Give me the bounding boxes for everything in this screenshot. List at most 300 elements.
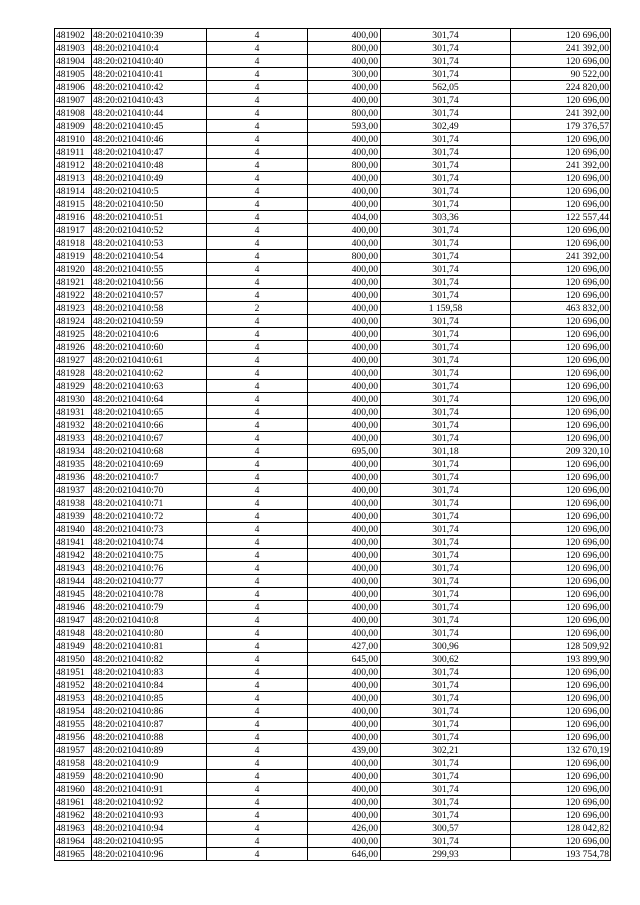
specific-value-cell: 301,74 bbox=[381, 315, 511, 328]
area-cell: 400,00 bbox=[308, 302, 381, 315]
cadastral-value-cell: 120 696,00 bbox=[511, 185, 611, 198]
area-cell: 400,00 bbox=[308, 835, 381, 848]
cadastral-number-cell: 48:20:0210410:96 bbox=[92, 848, 207, 861]
cadastral-value-cell: 120 696,00 bbox=[511, 692, 611, 705]
table-row bbox=[55, 172, 611, 185]
group-cell: 4 bbox=[207, 237, 308, 250]
area-cell: 400,00 bbox=[308, 588, 381, 601]
cadastral-value-cell: 128 042,82 bbox=[511, 822, 611, 835]
row-number-cell: 481909 bbox=[55, 120, 92, 133]
specific-value-cell: 302,49 bbox=[381, 120, 511, 133]
cadastral-number-cell: 48:20:0210410:47 bbox=[92, 146, 207, 159]
cadastral-value-cell: 90 522,00 bbox=[511, 68, 611, 81]
cadastral-number-cell: 48:20:0210410:76 bbox=[92, 562, 207, 575]
row-number-cell: 481933 bbox=[55, 432, 92, 445]
area-cell: 400,00 bbox=[308, 601, 381, 614]
specific-value-cell: 301,74 bbox=[381, 380, 511, 393]
row-number-cell: 481952 bbox=[55, 679, 92, 692]
cadastral-value-cell: 120 696,00 bbox=[511, 562, 611, 575]
specific-value-cell: 301,74 bbox=[381, 133, 511, 146]
group-cell: 4 bbox=[207, 575, 308, 588]
cadastral-value-cell: 120 696,00 bbox=[511, 523, 611, 536]
table-row bbox=[55, 770, 611, 783]
cadastral-value-cell: 120 696,00 bbox=[511, 289, 611, 302]
cadastral-number-cell: 48:20:0210410:50 bbox=[92, 198, 207, 211]
area-cell: 400,00 bbox=[308, 237, 381, 250]
cadastral-number-cell: 48:20:0210410:84 bbox=[92, 679, 207, 692]
specific-value-cell: 301,74 bbox=[381, 29, 511, 42]
specific-value-cell: 301,74 bbox=[381, 549, 511, 562]
cadastral-number-cell: 48:20:0210410:91 bbox=[92, 783, 207, 796]
cadastral-value-cell: 120 696,00 bbox=[511, 796, 611, 809]
cadastral-value-cell: 120 696,00 bbox=[511, 835, 611, 848]
row-number-cell: 481961 bbox=[55, 796, 92, 809]
group-cell: 4 bbox=[207, 367, 308, 380]
area-cell: 400,00 bbox=[308, 198, 381, 211]
table-row bbox=[55, 445, 611, 458]
area-cell: 593,00 bbox=[308, 120, 381, 133]
group-cell: 4 bbox=[207, 809, 308, 822]
table-row bbox=[55, 68, 611, 81]
specific-value-cell: 301,74 bbox=[381, 588, 511, 601]
cadastral-number-cell: 48:20:0210410:79 bbox=[92, 601, 207, 614]
group-cell: 4 bbox=[207, 328, 308, 341]
area-cell: 800,00 bbox=[308, 250, 381, 263]
table-row bbox=[55, 328, 611, 341]
row-number-cell: 481940 bbox=[55, 523, 92, 536]
cadastral-number-cell: 48:20:0210410:93 bbox=[92, 809, 207, 822]
row-number-cell: 481956 bbox=[55, 731, 92, 744]
cadastral-value-cell: 120 696,00 bbox=[511, 94, 611, 107]
area-cell: 400,00 bbox=[308, 289, 381, 302]
specific-value-cell: 562,05 bbox=[381, 81, 511, 94]
cadastral-number-cell: 48:20:0210410:85 bbox=[92, 692, 207, 705]
area-cell: 400,00 bbox=[308, 432, 381, 445]
row-number-cell: 481918 bbox=[55, 237, 92, 250]
specific-value-cell: 301,74 bbox=[381, 835, 511, 848]
cadastral-value-cell: 120 696,00 bbox=[511, 601, 611, 614]
area-cell: 800,00 bbox=[308, 107, 381, 120]
row-number-cell: 481907 bbox=[55, 94, 92, 107]
specific-value-cell: 301,74 bbox=[381, 770, 511, 783]
cadastral-value-cell: 120 696,00 bbox=[511, 393, 611, 406]
specific-value-cell: 301,74 bbox=[381, 666, 511, 679]
cadastral-number-cell: 48:20:0210410:61 bbox=[92, 354, 207, 367]
specific-value-cell: 301,74 bbox=[381, 458, 511, 471]
cadastral-value-cell: 128 509,92 bbox=[511, 640, 611, 653]
table-row bbox=[55, 276, 611, 289]
row-number-cell: 481948 bbox=[55, 627, 92, 640]
area-cell: 400,00 bbox=[308, 718, 381, 731]
area-cell: 400,00 bbox=[308, 783, 381, 796]
cadastral-number-cell: 48:20:0210410:94 bbox=[92, 822, 207, 835]
cadastral-number-cell: 48:20:0210410:86 bbox=[92, 705, 207, 718]
group-cell: 4 bbox=[207, 445, 308, 458]
table-row bbox=[55, 627, 611, 640]
specific-value-cell: 301,74 bbox=[381, 627, 511, 640]
row-number-cell: 481930 bbox=[55, 393, 92, 406]
specific-value-cell: 301,74 bbox=[381, 809, 511, 822]
group-cell: 4 bbox=[207, 601, 308, 614]
table-row bbox=[55, 679, 611, 692]
specific-value-cell: 301,74 bbox=[381, 159, 511, 172]
row-number-cell: 481922 bbox=[55, 289, 92, 302]
cadastral-number-cell: 48:20:0210410:52 bbox=[92, 224, 207, 237]
cadastral-value-cell: 120 696,00 bbox=[511, 471, 611, 484]
cadastral-value-cell: 120 696,00 bbox=[511, 510, 611, 523]
specific-value-cell: 301,74 bbox=[381, 341, 511, 354]
row-number-cell: 481905 bbox=[55, 68, 92, 81]
table-row bbox=[55, 432, 611, 445]
cadastral-value-cell: 120 696,00 bbox=[511, 55, 611, 68]
specific-value-cell: 301,74 bbox=[381, 263, 511, 276]
row-number-cell: 481946 bbox=[55, 601, 92, 614]
group-cell: 4 bbox=[207, 276, 308, 289]
cadastral-value-cell: 120 696,00 bbox=[511, 549, 611, 562]
table-row bbox=[55, 562, 611, 575]
area-cell: 646,00 bbox=[308, 848, 381, 861]
table-row bbox=[55, 367, 611, 380]
cadastral-number-cell: 48:20:0210410:72 bbox=[92, 510, 207, 523]
area-cell: 400,00 bbox=[308, 393, 381, 406]
group-cell: 4 bbox=[207, 614, 308, 627]
table-row bbox=[55, 835, 611, 848]
row-number-cell: 481911 bbox=[55, 146, 92, 159]
cadastral-value-cell: 120 696,00 bbox=[511, 809, 611, 822]
specific-value-cell: 301,74 bbox=[381, 289, 511, 302]
table-row bbox=[55, 107, 611, 120]
table-row bbox=[55, 497, 611, 510]
cadastral-number-cell: 48:20:0210410:81 bbox=[92, 640, 207, 653]
specific-value-cell: 301,74 bbox=[381, 146, 511, 159]
row-number-cell: 481932 bbox=[55, 419, 92, 432]
specific-value-cell: 301,74 bbox=[381, 42, 511, 55]
row-number-cell: 481939 bbox=[55, 510, 92, 523]
table-row bbox=[55, 471, 611, 484]
area-cell: 400,00 bbox=[308, 614, 381, 627]
specific-value-cell: 302,21 bbox=[381, 744, 511, 757]
cadastral-number-cell: 48:20:0210410:88 bbox=[92, 731, 207, 744]
cadastral-number-cell: 48:20:0210410:49 bbox=[92, 172, 207, 185]
cadastral-value-cell: 120 696,00 bbox=[511, 731, 611, 744]
group-cell: 4 bbox=[207, 393, 308, 406]
group-cell: 4 bbox=[207, 666, 308, 679]
row-number-cell: 481935 bbox=[55, 458, 92, 471]
area-cell: 400,00 bbox=[308, 549, 381, 562]
specific-value-cell: 301,74 bbox=[381, 783, 511, 796]
table-row bbox=[55, 224, 611, 237]
area-cell: 400,00 bbox=[308, 29, 381, 42]
group-cell: 4 bbox=[207, 510, 308, 523]
specific-value-cell: 301,74 bbox=[381, 406, 511, 419]
area-cell: 400,00 bbox=[308, 562, 381, 575]
cadastral-value-cell: 120 696,00 bbox=[511, 614, 611, 627]
area-cell: 400,00 bbox=[308, 796, 381, 809]
cadastral-value-cell: 120 696,00 bbox=[511, 770, 611, 783]
area-cell: 400,00 bbox=[308, 666, 381, 679]
cadastral-number-cell: 48:20:0210410:60 bbox=[92, 341, 207, 354]
area-cell: 400,00 bbox=[308, 692, 381, 705]
area-cell: 404,00 bbox=[308, 211, 381, 224]
specific-value-cell: 301,74 bbox=[381, 471, 511, 484]
table-row bbox=[55, 250, 611, 263]
row-number-cell: 481903 bbox=[55, 42, 92, 55]
group-cell: 4 bbox=[207, 796, 308, 809]
group-cell: 4 bbox=[207, 419, 308, 432]
area-cell: 400,00 bbox=[308, 536, 381, 549]
specific-value-cell: 301,74 bbox=[381, 185, 511, 198]
area-cell: 400,00 bbox=[308, 55, 381, 68]
specific-value-cell: 301,74 bbox=[381, 705, 511, 718]
group-cell: 4 bbox=[207, 770, 308, 783]
specific-value-cell: 301,74 bbox=[381, 497, 511, 510]
cadastral-number-cell: 48:20:0210410:6 bbox=[92, 328, 207, 341]
cadastral-number-cell: 48:20:0210410:89 bbox=[92, 744, 207, 757]
group-cell: 4 bbox=[207, 679, 308, 692]
row-number-cell: 481941 bbox=[55, 536, 92, 549]
cadastral-number-cell: 48:20:0210410:9 bbox=[92, 757, 207, 770]
specific-value-cell: 301,18 bbox=[381, 445, 511, 458]
row-number-cell: 481914 bbox=[55, 185, 92, 198]
specific-value-cell: 301,74 bbox=[381, 107, 511, 120]
row-number-cell: 481936 bbox=[55, 471, 92, 484]
group-cell: 4 bbox=[207, 705, 308, 718]
table-row bbox=[55, 341, 611, 354]
cadastral-number-cell: 48:20:0210410:39 bbox=[92, 29, 207, 42]
row-number-cell: 481958 bbox=[55, 757, 92, 770]
table-row bbox=[55, 458, 611, 471]
specific-value-cell: 301,74 bbox=[381, 601, 511, 614]
row-number-cell: 481953 bbox=[55, 692, 92, 705]
specific-value-cell: 301,74 bbox=[381, 536, 511, 549]
specific-value-cell: 301,74 bbox=[381, 328, 511, 341]
cadastral-value-cell: 120 696,00 bbox=[511, 198, 611, 211]
specific-value-cell: 301,74 bbox=[381, 757, 511, 770]
table-body bbox=[55, 29, 611, 861]
group-cell: 4 bbox=[207, 718, 308, 731]
row-number-cell: 481951 bbox=[55, 666, 92, 679]
area-cell: 400,00 bbox=[308, 497, 381, 510]
table-row bbox=[55, 848, 611, 861]
group-cell: 4 bbox=[207, 289, 308, 302]
group-cell: 4 bbox=[207, 133, 308, 146]
cadastral-value-cell: 179 376,57 bbox=[511, 120, 611, 133]
row-number-cell: 481908 bbox=[55, 107, 92, 120]
specific-value-cell: 301,74 bbox=[381, 523, 511, 536]
table-row bbox=[55, 510, 611, 523]
cadastral-value-cell: 241 392,00 bbox=[511, 159, 611, 172]
cadastral-number-cell: 48:20:0210410:56 bbox=[92, 276, 207, 289]
table-row bbox=[55, 55, 611, 68]
cadastral-number-cell: 48:20:0210410:82 bbox=[92, 653, 207, 666]
specific-value-cell: 301,74 bbox=[381, 237, 511, 250]
specific-value-cell: 301,74 bbox=[381, 562, 511, 575]
cadastral-number-cell: 48:20:0210410:43 bbox=[92, 94, 207, 107]
specific-value-cell: 301,74 bbox=[381, 250, 511, 263]
cadastral-value-cell: 120 696,00 bbox=[511, 718, 611, 731]
cadastral-value-cell: 193 754,78 bbox=[511, 848, 611, 861]
cadastral-number-cell: 48:20:0210410:65 bbox=[92, 406, 207, 419]
group-cell: 4 bbox=[207, 640, 308, 653]
specific-value-cell: 300,62 bbox=[381, 653, 511, 666]
cadastral-value-cell: 132 670,19 bbox=[511, 744, 611, 757]
table-row bbox=[55, 484, 611, 497]
cadastral-value-cell: 120 696,00 bbox=[511, 146, 611, 159]
row-number-cell: 481917 bbox=[55, 224, 92, 237]
area-cell: 400,00 bbox=[308, 276, 381, 289]
cadastral-value-cell: 120 696,00 bbox=[511, 679, 611, 692]
area-cell: 400,00 bbox=[308, 133, 381, 146]
specific-value-cell: 301,74 bbox=[381, 94, 511, 107]
specific-value-cell: 301,74 bbox=[381, 354, 511, 367]
cadastral-number-cell: 48:20:0210410:45 bbox=[92, 120, 207, 133]
group-cell: 4 bbox=[207, 341, 308, 354]
area-cell: 400,00 bbox=[308, 367, 381, 380]
row-number-cell: 481950 bbox=[55, 653, 92, 666]
table-row bbox=[55, 601, 611, 614]
specific-value-cell: 301,74 bbox=[381, 679, 511, 692]
row-number-cell: 481947 bbox=[55, 614, 92, 627]
cadastral-number-cell: 48:20:0210410:68 bbox=[92, 445, 207, 458]
specific-value-cell: 301,74 bbox=[381, 172, 511, 185]
area-cell: 400,00 bbox=[308, 341, 381, 354]
specific-value-cell: 299,93 bbox=[381, 848, 511, 861]
area-cell: 400,00 bbox=[308, 471, 381, 484]
area-cell: 400,00 bbox=[308, 185, 381, 198]
row-number-cell: 481943 bbox=[55, 562, 92, 575]
row-number-cell: 481923 bbox=[55, 302, 92, 315]
table-row bbox=[55, 666, 611, 679]
cadastral-value-cell: 120 696,00 bbox=[511, 536, 611, 549]
group-cell: 4 bbox=[207, 822, 308, 835]
cadastral-value-cell: 120 696,00 bbox=[511, 484, 611, 497]
row-number-cell: 481902 bbox=[55, 29, 92, 42]
row-number-cell: 481928 bbox=[55, 367, 92, 380]
row-number-cell: 481960 bbox=[55, 783, 92, 796]
table-row bbox=[55, 211, 611, 224]
specific-value-cell: 301,74 bbox=[381, 575, 511, 588]
group-cell: 4 bbox=[207, 562, 308, 575]
area-cell: 400,00 bbox=[308, 731, 381, 744]
specific-value-cell: 301,74 bbox=[381, 484, 511, 497]
group-cell: 4 bbox=[207, 536, 308, 549]
cadastral-value-cell: 120 696,00 bbox=[511, 133, 611, 146]
area-cell: 400,00 bbox=[308, 146, 381, 159]
row-number-cell: 481934 bbox=[55, 445, 92, 458]
row-number-cell: 481945 bbox=[55, 588, 92, 601]
group-cell: 4 bbox=[207, 198, 308, 211]
area-cell: 400,00 bbox=[308, 263, 381, 276]
table-row bbox=[55, 406, 611, 419]
cadastral-value-cell: 120 696,00 bbox=[511, 432, 611, 445]
group-cell: 4 bbox=[207, 406, 308, 419]
area-cell: 400,00 bbox=[308, 770, 381, 783]
area-cell: 800,00 bbox=[308, 159, 381, 172]
group-cell: 4 bbox=[207, 68, 308, 81]
specific-value-cell: 301,74 bbox=[381, 731, 511, 744]
table-row bbox=[55, 796, 611, 809]
cadastral-value-cell: 120 696,00 bbox=[511, 263, 611, 276]
table-row bbox=[55, 159, 611, 172]
row-number-cell: 481938 bbox=[55, 497, 92, 510]
cadastral-number-cell: 48:20:0210410:8 bbox=[92, 614, 207, 627]
table-row bbox=[55, 640, 611, 653]
area-cell: 400,00 bbox=[308, 679, 381, 692]
cadastral-number-cell: 48:20:0210410:41 bbox=[92, 68, 207, 81]
group-cell: 4 bbox=[207, 484, 308, 497]
cadastral-value-cell: 120 696,00 bbox=[511, 380, 611, 393]
cadastral-number-cell: 48:20:0210410:44 bbox=[92, 107, 207, 120]
group-cell: 4 bbox=[207, 744, 308, 757]
row-number-cell: 481931 bbox=[55, 406, 92, 419]
cadastral-value-cell: 241 392,00 bbox=[511, 107, 611, 120]
row-number-cell: 481944 bbox=[55, 575, 92, 588]
area-cell: 427,00 bbox=[308, 640, 381, 653]
cadastral-value-cell: 120 696,00 bbox=[511, 419, 611, 432]
cadastral-number-cell: 48:20:0210410:48 bbox=[92, 159, 207, 172]
cadastral-number-cell: 48:20:0210410:40 bbox=[92, 55, 207, 68]
specific-value-cell: 301,74 bbox=[381, 614, 511, 627]
group-cell: 4 bbox=[207, 757, 308, 770]
cadastral-value-cell: 120 696,00 bbox=[511, 497, 611, 510]
cadastral-number-cell: 48:20:0210410:69 bbox=[92, 458, 207, 471]
group-cell: 4 bbox=[207, 107, 308, 120]
cadastral-value-cell: 120 696,00 bbox=[511, 172, 611, 185]
group-cell: 4 bbox=[207, 250, 308, 263]
group-cell: 2 bbox=[207, 302, 308, 315]
cadastral-value-cell: 120 696,00 bbox=[511, 666, 611, 679]
cadastral-number-cell: 48:20:0210410:57 bbox=[92, 289, 207, 302]
specific-value-cell: 301,74 bbox=[381, 68, 511, 81]
row-number-cell: 481912 bbox=[55, 159, 92, 172]
table-row bbox=[55, 718, 611, 731]
group-cell: 4 bbox=[207, 588, 308, 601]
specific-value-cell: 300,96 bbox=[381, 640, 511, 653]
group-cell: 4 bbox=[207, 315, 308, 328]
group-cell: 4 bbox=[207, 185, 308, 198]
cadastral-number-cell: 48:20:0210410:83 bbox=[92, 666, 207, 679]
cadastral-number-cell: 48:20:0210410:55 bbox=[92, 263, 207, 276]
table-row bbox=[55, 133, 611, 146]
cadastral-value-cell: 120 696,00 bbox=[511, 224, 611, 237]
group-cell: 4 bbox=[207, 653, 308, 666]
group-cell: 4 bbox=[207, 380, 308, 393]
area-cell: 400,00 bbox=[308, 510, 381, 523]
cadastral-value-cell: 209 320,10 bbox=[511, 445, 611, 458]
area-cell: 400,00 bbox=[308, 94, 381, 107]
specific-value-cell: 301,74 bbox=[381, 419, 511, 432]
cadastral-number-cell: 48:20:0210410:73 bbox=[92, 523, 207, 536]
group-cell: 4 bbox=[207, 29, 308, 42]
specific-value-cell: 300,57 bbox=[381, 822, 511, 835]
cadastral-number-cell: 48:20:0210410:46 bbox=[92, 133, 207, 146]
cadastral-number-cell: 48:20:0210410:66 bbox=[92, 419, 207, 432]
cadastral-number-cell: 48:20:0210410:74 bbox=[92, 536, 207, 549]
group-cell: 4 bbox=[207, 432, 308, 445]
area-cell: 800,00 bbox=[308, 42, 381, 55]
row-number-cell: 481964 bbox=[55, 835, 92, 848]
group-cell: 4 bbox=[207, 458, 308, 471]
cadastral-value-cell: 120 696,00 bbox=[511, 354, 611, 367]
group-cell: 4 bbox=[207, 497, 308, 510]
group-cell: 4 bbox=[207, 783, 308, 796]
area-cell: 426,00 bbox=[308, 822, 381, 835]
area-cell: 400,00 bbox=[308, 81, 381, 94]
cadastral-value-cell: 120 696,00 bbox=[511, 315, 611, 328]
row-number-cell: 481926 bbox=[55, 341, 92, 354]
group-cell: 4 bbox=[207, 55, 308, 68]
area-cell: 400,00 bbox=[308, 315, 381, 328]
